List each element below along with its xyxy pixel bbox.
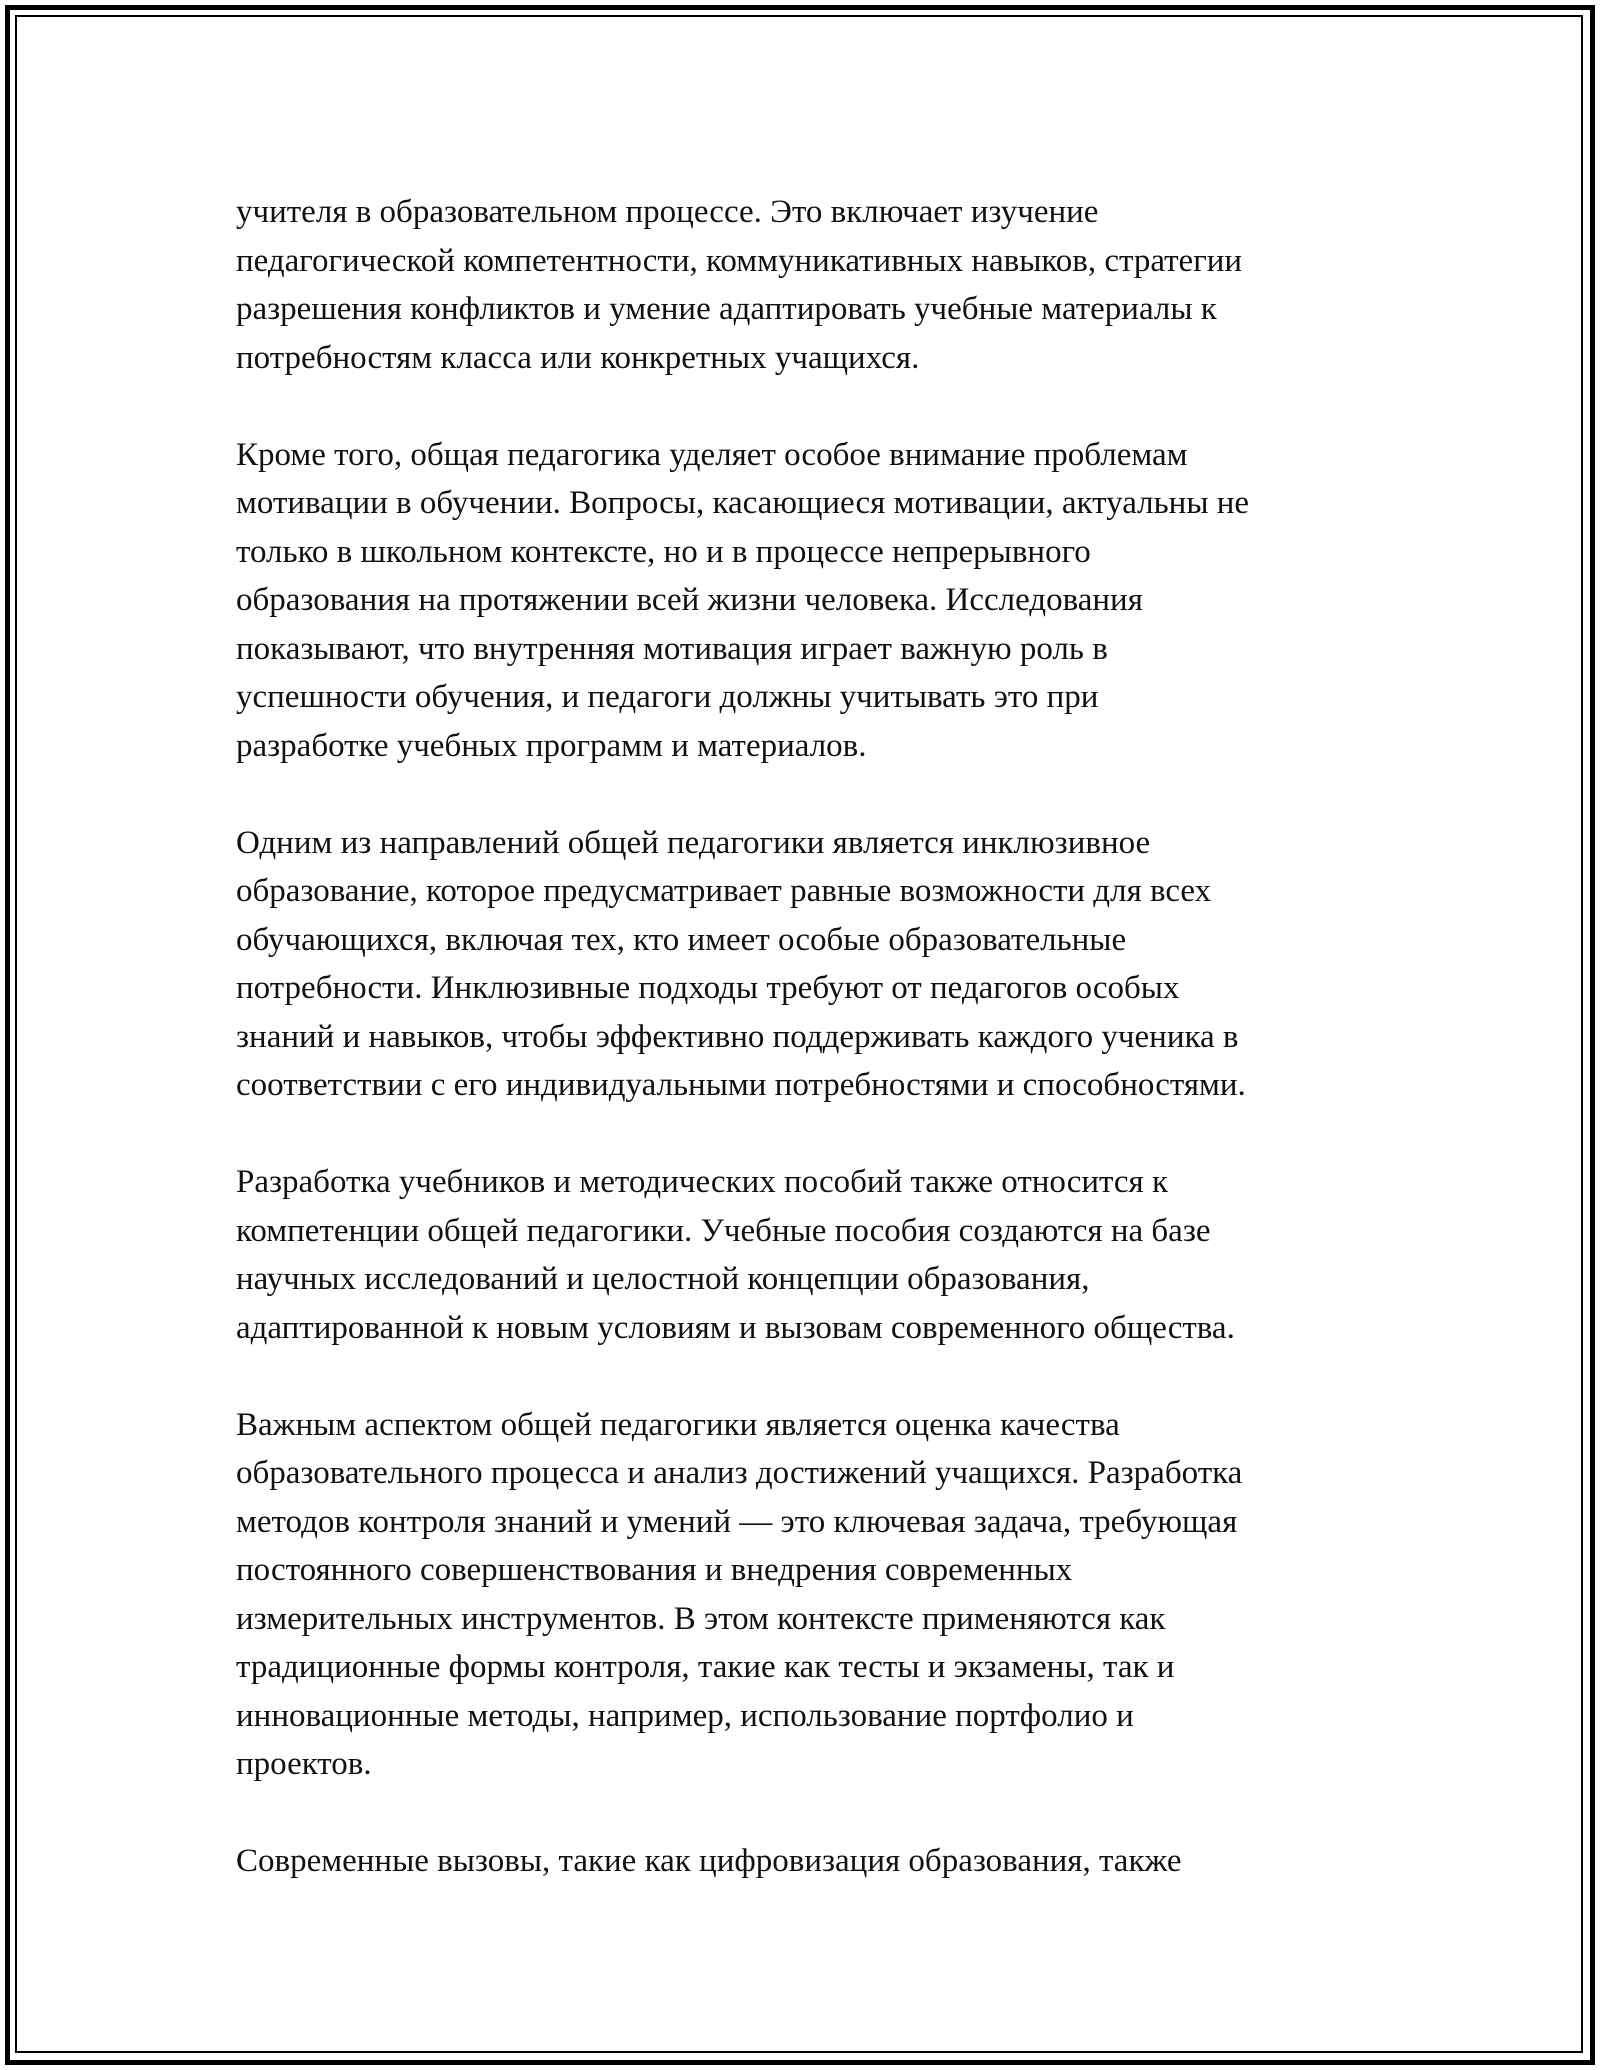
text-line: научных исследований и целостной концепции образования, [236,1261,1090,1297]
text-line: разрешения конфликтов и умение адаптировать учебные материалы к [236,291,1217,327]
text-line: соответствии с его индивидуальными потребностями и способностями. [236,1067,1246,1103]
text-line: потребностям класса или конкретных учащихся. [236,339,920,376]
text-line: образовательного процесса и анализ достижений учащихся. Разработка [236,1455,1243,1491]
paragraph-4 [236,1158,1386,1352]
text-line: знаний и навыков, чтобы эффективно поддерживать каждого ученика в [236,1018,1239,1055]
paragraph-1 [236,188,1386,382]
text-line: мотивации в обучении. Вопросы, касающиеся мотивации, актуальны не [236,485,1250,521]
text-line: Разработка учебников и методических пособий также относится к [236,1164,1168,1200]
text-line: педагогической компетентности, коммуникативных навыков, стратегии [236,242,1243,279]
text-line: успешности обучения, и педагоги должны учитывать это при [236,679,1099,715]
text-line: проектов. [236,1746,372,1782]
paragraph-6 [236,1837,1386,1886]
text-line: измерительных инструментов. В этом контексте применяются как [236,1600,1166,1637]
paragraph-2 [236,431,1386,771]
text-line: потребности. Инклюзивные подходы требуют от педагогов особых [236,970,1180,1006]
text-line: адаптированной к новым условиям и вызовам современного общества. [236,1309,1235,1346]
text-line: инновационные методы, например, использование портфолио и [236,1697,1134,1734]
text-line: Кроме того, общая педагогика уделяет особое внимание проблемам [236,436,1188,473]
document-body [236,188,1386,1934]
text-line: разработке учебных программ и материалов. [236,727,867,764]
text-line: только в школьном контексте, но и в процессе непрерывного [236,533,1091,570]
text-line: постоянного совершенствования и внедрения современных [236,1552,1073,1588]
text-line: методов контроля знаний и умений — это ключевая задача, требующая [236,1503,1238,1540]
text-line: Современные вызовы, такие как цифровизация образования, также [236,1843,1182,1879]
text-line: Одним из направлений общей педагогики является инклюзивное [236,824,1151,861]
text-line: компетенции общей педагогики. Учебные пособия создаются на базе [236,1212,1211,1249]
text-line: Важным аспектом общей педагогики является оценка качества [236,1406,1120,1443]
paragraph-3 [236,819,1386,1110]
text-line: учителя в образовательном процессе. Это включает изучение [236,194,1099,230]
text-line: обучающихся, включая тех, кто имеет особые образовательные [236,921,1127,958]
text-line: традиционные формы контроля, такие как тесты и экзамены, так и [236,1649,1175,1685]
paragraph-5 [236,1401,1386,1789]
text-line: образование, которое предусматривает равные возможности для всех [236,873,1212,909]
text-line: показывают, что внутренняя мотивация играет важную роль в [236,630,1108,667]
text-line: образования на протяжении всей жизни человека. Исследования [236,582,1143,618]
